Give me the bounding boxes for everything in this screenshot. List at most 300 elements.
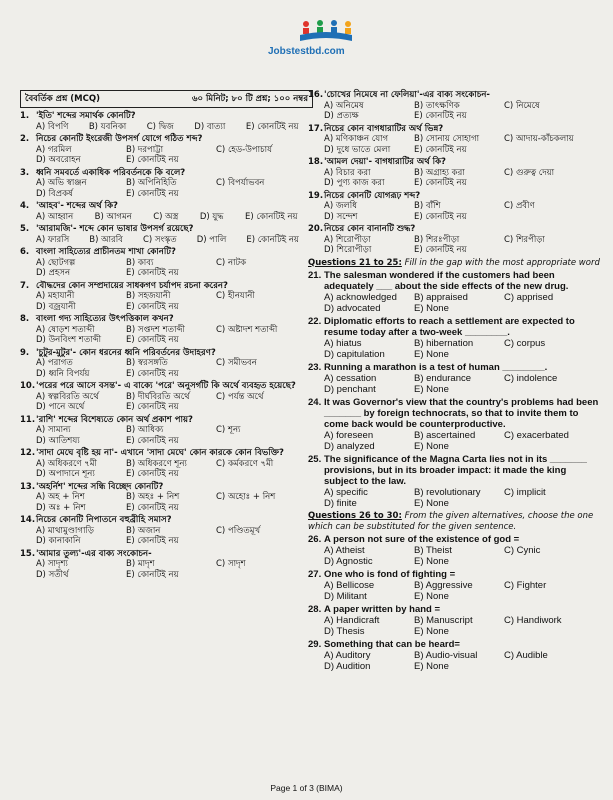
question-number: 27.	[308, 569, 322, 580]
question-number: 9.	[20, 347, 30, 358]
answer-option: D) Agnostic	[324, 556, 373, 567]
question-number: 20.	[308, 224, 324, 234]
answer-option: A) পরাগত	[36, 358, 73, 368]
answer-option: D) পালি	[196, 234, 227, 245]
question	[20, 415, 313, 447]
question-text: Something that can be heard=	[324, 639, 460, 650]
answer-option: E) কোনটিই নয়	[126, 435, 179, 446]
answer-option: D) বজ্রযানী	[36, 301, 76, 312]
answer-option: E) কোনটিই নয়	[244, 211, 298, 222]
answer-option: B) কাব্য	[126, 257, 154, 268]
question-stem	[308, 191, 601, 202]
section-range: Questions 26 to 30:	[308, 511, 402, 521]
answer-option: A) Atheist	[324, 545, 365, 556]
options	[308, 487, 601, 509]
answer-option: D) বিপ্রকর্ষ	[36, 188, 73, 199]
answer-option: E) কোনটিই নয়	[126, 402, 179, 412]
question-stem	[20, 111, 313, 122]
answer-option: C) পণ্ডিতমূর্খ	[216, 525, 261, 536]
question-number: 22.	[308, 316, 322, 327]
answer-option: A) আহ্বান	[36, 211, 74, 222]
answer-option: D) সতীর্থ	[36, 569, 69, 580]
question-number: 11.	[20, 414, 36, 425]
left-column	[20, 90, 313, 582]
answer-option: B) সোনায় সোহাগা	[414, 134, 480, 144]
answer-option: E) কোনটিই নয়	[414, 111, 467, 121]
book-people-logo-icon	[298, 19, 354, 43]
answer-option: B) hibernation	[414, 338, 474, 349]
answer-option: C) হেড-উপাচার্য	[216, 144, 272, 155]
answer-option: B) সপ্তদশ শতাব্দী	[126, 324, 185, 335]
question-stem	[308, 224, 601, 235]
question-text: The significance of the Magna Carta lies not in its _______ provisions, but in its broader impact: it made the king subject to the law.	[324, 454, 587, 487]
question	[308, 454, 601, 509]
answer-option: A) সাদৃশ্য	[36, 559, 68, 569]
answer-option: D) শিরোপীড়া	[324, 245, 372, 255]
answer-option: C) বিপর্যাভবন	[216, 178, 265, 188]
answer-option: E) কোনটিই নয়	[414, 178, 467, 188]
question-number: 12.	[20, 448, 36, 458]
options	[20, 425, 313, 446]
answer-option: C) Cynic	[504, 545, 541, 556]
answer-option: C) দ্বিজ	[146, 121, 174, 132]
question-stem	[20, 448, 313, 459]
answer-option: B) Aggressive	[414, 580, 473, 591]
question-stem	[20, 482, 313, 493]
answer-option: A) specific	[324, 487, 368, 498]
question-stem	[308, 316, 601, 338]
answer-option: C) exacerbated	[504, 430, 569, 441]
exam-meta: ৬০ মিনিট; ৮০ টি প্রশ্ন; ১০০ নম্বর	[191, 94, 308, 104]
question	[20, 111, 313, 132]
question-text: 'অহর্নিশ' শব্দের সন্ধি বিচ্ছেদ কোনটি?	[36, 481, 164, 492]
answer-option: C) কর্মকরণে ৭মী	[216, 458, 274, 469]
question-stem	[308, 604, 601, 615]
answer-option: B) যবনিকা	[88, 121, 127, 132]
answer-option: D) Audition	[324, 661, 371, 672]
question-text: 'চোখের নিমেষে না ফেলিয়া'-এর বাক্য সংকোচন-	[324, 90, 490, 100]
question-text: A paper written by hand =	[324, 604, 441, 615]
answer-option: E) কোনটিই নয়	[414, 211, 467, 222]
answer-option: C) অষ্টাদশ শতাব্দী	[216, 324, 278, 335]
section-title: বৈবর্তিক প্রশ্ন (MCQ)	[25, 94, 100, 104]
answer-option: D) বাত্যা	[194, 121, 226, 132]
answer-option: E) কোনটিই নয়	[126, 268, 179, 278]
answer-option: E) কোনটিই নয়	[126, 368, 179, 379]
question-number: 1.	[20, 111, 30, 121]
answer-option: C) implicit	[504, 487, 546, 498]
answer-option: D) অবরোহন	[36, 155, 81, 165]
question-text: 'সাদা মেঘে বৃষ্টি হয় না'- এখানে 'সাদা মেঘে' কোন কারকে কোন বিভক্তি?	[36, 448, 284, 458]
answer-option: A) শিরোপীড়া	[324, 234, 371, 245]
question-text: বৌদ্ধদের কোন সম্প্রদায়ের সাধকগণ চর্যাপদ রচনা করেন?	[36, 280, 228, 291]
question-number: 17.	[308, 123, 324, 134]
question	[308, 639, 601, 672]
answer-option: B) Audio-visual	[414, 650, 478, 661]
answer-option: A) অধিকরণে ৭মী	[36, 458, 97, 469]
answer-option: C) গুরুত্ব দেয়া	[504, 167, 555, 178]
question	[308, 157, 601, 189]
answer-option: C) সমীভবন	[216, 358, 257, 368]
answer-option: D) capitulation	[324, 349, 385, 360]
answer-option: B) অহঃ + নিশ	[126, 492, 180, 502]
answer-option: C) আদায়-কাঁচকলায়	[504, 134, 574, 144]
question-stem	[20, 134, 313, 145]
answer-option: B) Manuscript	[414, 615, 473, 626]
options	[20, 212, 313, 223]
question-number: 23.	[308, 362, 322, 373]
answer-option: E) None	[414, 661, 449, 672]
answer-option: C) Handiwork	[504, 615, 562, 626]
answer-option: E) কোনটিই নয়	[126, 301, 179, 312]
answer-option: C) সংস্কৃত	[142, 234, 177, 245]
question	[20, 247, 313, 279]
section-instruction-1	[308, 258, 601, 269]
logo-text: Jobstestbd.com	[268, 46, 345, 57]
answer-option: B) আরবি	[89, 234, 123, 245]
options	[308, 650, 601, 672]
answer-option: B) ascertained	[414, 430, 476, 441]
answer-option: E) কোনটিই নয়	[126, 155, 179, 165]
answer-option: D) finite	[324, 498, 357, 509]
answer-option: D) পানে অর্থে	[36, 402, 85, 412]
question	[308, 124, 601, 156]
answer-option: B) অপিনিহিতি	[126, 178, 177, 188]
question-number: 25.	[308, 454, 322, 465]
question	[20, 314, 313, 346]
answer-option: C) শিরপীড়া	[504, 234, 545, 245]
options	[308, 201, 601, 222]
options	[20, 526, 313, 547]
question-number: 4.	[20, 201, 30, 211]
question	[20, 515, 313, 547]
answer-option: D) অঃ + নিশ	[36, 502, 86, 513]
question	[308, 604, 601, 637]
answer-option: E) None	[414, 349, 449, 360]
question-stem	[20, 314, 313, 325]
answer-option: C) Fighter	[504, 580, 547, 591]
answer-option: B) তাৎক্ষণিক	[414, 100, 460, 111]
question-stem	[20, 201, 313, 212]
question	[308, 397, 601, 452]
question-text: Diplomatic efforts to reach a settlement are expected to resume today after a two-week ________.	[324, 316, 575, 338]
question	[20, 448, 313, 480]
question	[20, 224, 313, 245]
options	[308, 168, 601, 189]
question-stem	[308, 397, 601, 430]
question	[20, 168, 313, 200]
answer-option: B) মাদৃশ	[126, 559, 155, 569]
right-column	[308, 90, 601, 674]
question-text: 'আমার তুল্য'-এর বাক্য সংকোচন-	[36, 548, 152, 559]
answer-option: E) None	[414, 591, 449, 602]
question	[308, 191, 601, 223]
question-number: 3.	[20, 167, 30, 178]
answer-option: A) মাথামুণ্ডাগাড়ি	[36, 525, 94, 536]
answer-option: E) কোনটিই নয়	[414, 144, 467, 155]
answer-option: B) সহজযানী	[126, 291, 171, 301]
answer-option: A) ষোড়শ শতাব্দী	[36, 324, 95, 335]
answer-option: A) ফারসি	[36, 234, 70, 245]
question-stem	[308, 534, 601, 545]
question	[20, 482, 313, 514]
options	[20, 358, 313, 379]
answer-option: D) আতিশয্য	[36, 435, 80, 446]
question	[20, 281, 313, 313]
answer-option: E) None	[414, 441, 449, 452]
answer-option: E) None	[414, 303, 449, 314]
question	[308, 316, 601, 360]
answer-option: E) None	[414, 626, 449, 637]
question-number: 6.	[20, 247, 30, 257]
question-stem	[20, 415, 313, 426]
answer-option: C) corpus	[504, 338, 546, 349]
question-text: 'আরামজি'- শব্দে কোন ভাষার উপসর্গ রয়েছে?	[36, 224, 194, 234]
options	[20, 392, 313, 413]
question-number: 16.	[308, 90, 324, 100]
options	[308, 134, 601, 155]
question	[308, 270, 601, 314]
answer-option: B) আগমন	[94, 211, 132, 222]
question-text: বাংলা সাহিত্যের প্রাচীনতম শাখা কোনটি?	[36, 247, 176, 257]
answer-option: B) endurance	[414, 373, 472, 384]
question-text: A person not sure of the existence of god =	[324, 534, 520, 545]
answer-option: E) কোনটিই নয়	[246, 234, 299, 245]
question-text: 'রাশি' শব্দের বিশেষ্যতে কোন অর্থ প্রকাশ পায়?	[36, 414, 193, 425]
question	[20, 348, 313, 380]
question	[308, 569, 601, 602]
question-number: 28.	[308, 604, 322, 615]
answer-option: B) স্বরসঙ্গতি	[126, 358, 168, 368]
question	[308, 224, 601, 256]
question-text: বাংলা গদ্য সাহিত্যের উৎপত্তিকাল কখন?	[36, 314, 174, 324]
answer-option: E) কোনটিই নয়	[126, 502, 179, 513]
answer-option: E) কোনটিই নয়	[126, 569, 179, 580]
answer-option: D) প্রত্যক্ষ	[324, 111, 359, 121]
answer-option: A) সামান্য	[36, 425, 71, 435]
answer-option: B) বাঁশি	[414, 201, 441, 211]
question	[20, 201, 313, 222]
page-footer: Page 1 of 3 (BIMA)	[270, 783, 343, 793]
section-text: From the given alternatives, choose the one which can be substituted for the given sentence.	[308, 511, 594, 532]
options	[20, 291, 313, 312]
answer-option: D) advocated	[324, 303, 381, 314]
answer-option: D) যুদ্ধ	[199, 211, 224, 222]
answer-option: A) Bellicose	[324, 580, 375, 591]
options	[20, 178, 313, 199]
answer-option: D) দুধে ভাতে মেলা	[324, 144, 391, 155]
question-stem	[20, 515, 313, 526]
question-text: It was Governor's view that the country's problems had been _______ by foreign technocrats, so that to invite them to come back would be counterproductive.	[324, 397, 599, 430]
answer-option: B) আধিক্য	[126, 425, 164, 435]
answer-option: A) Handicraft	[324, 615, 380, 626]
answer-option: A) মণিকাঞ্চন যোগ	[324, 134, 389, 144]
question-stem	[20, 247, 313, 258]
answer-option: C) অহোঃ + নিশ	[216, 492, 276, 502]
answer-option: A) অভি স্বাঞ্জন	[36, 178, 87, 188]
answer-option: C) সাদৃশ	[216, 559, 246, 569]
question-number: 10.	[20, 381, 36, 391]
answer-option: A) acknowledged	[324, 292, 397, 303]
question-number: 18.	[308, 157, 324, 167]
answer-option: C) পর্যন্ত অর্থে	[216, 391, 264, 402]
answer-option: A) foreseen	[324, 430, 374, 441]
answer-option: A) স্বল্পবিরতি অর্থে	[36, 391, 99, 402]
question-stem	[20, 381, 313, 392]
answer-option: A) cessation	[324, 373, 377, 384]
question-number: 14.	[20, 515, 36, 525]
options	[20, 559, 313, 580]
answer-option: E) কোনটিই নয়	[126, 469, 179, 479]
answer-option: B) দীর্ঘবিরতি অর্থে	[126, 391, 190, 402]
answer-option: A) hiatus	[324, 338, 362, 349]
question-text: 'চুটুর-মুটুর'- কোন ধরনের ধ্বনি পরিবর্তনের উদাহরণ?	[36, 347, 216, 358]
options	[308, 101, 601, 122]
answer-option: E) None	[414, 498, 449, 509]
section-instruction-2	[308, 511, 601, 532]
answer-option: D) Thesis	[324, 626, 365, 637]
answer-option: A) Auditory	[324, 650, 371, 661]
question-text: 'আমল দেয়া'- বাগধারাটির অর্থ কি?	[324, 157, 446, 167]
answer-option: C) apprised	[504, 292, 554, 303]
answer-option: E) কোনটিই নয়	[126, 536, 179, 546]
question-text: নিচের কোন বাগধারাটির অর্থ ভিন্ন?	[324, 123, 444, 134]
answer-option: D) কানাকানি	[36, 536, 81, 546]
answer-option: C) indolence	[504, 373, 558, 384]
options	[308, 292, 601, 314]
answer-option: B) appraised	[414, 292, 468, 303]
question-text: ধ্বনি সমবর্তে একাধিক পরিবর্তনকে কি বলে?	[36, 167, 186, 178]
answer-option: B) Theist	[414, 545, 452, 556]
question-stem	[308, 90, 601, 101]
question-text: The salesman wondered if the customers had been adequately ___ about the side effects of the new drug.	[324, 270, 569, 292]
question-stem	[308, 124, 601, 135]
question	[308, 362, 601, 395]
answer-option: C) হীনযানী	[216, 291, 255, 301]
options	[308, 338, 601, 360]
question-stem	[20, 168, 313, 179]
answer-option: B) শিরঃপীড়া	[414, 234, 460, 245]
section-header	[20, 90, 313, 108]
options	[20, 325, 313, 346]
question-number: 15.	[20, 548, 36, 559]
answer-option: D) পুণ্য কাজ করা	[324, 178, 385, 188]
question-text: 'আহব'- শব্দের অর্থ কি?	[36, 201, 118, 211]
answer-option: D) analyzed	[324, 441, 375, 452]
answer-option: C) নাটক	[216, 257, 247, 268]
question	[308, 534, 601, 567]
question-number: 26.	[308, 534, 322, 545]
question-text: নিচের কোনটি যোগরূঢ় শব্দ?	[324, 190, 421, 201]
answer-option: A) গরমিল	[36, 144, 72, 155]
question-number: 7.	[20, 280, 30, 291]
question-stem	[20, 348, 313, 359]
answer-option: D) সন্দেশ	[324, 211, 358, 222]
question-number: 21.	[308, 270, 322, 281]
question-stem	[308, 157, 601, 168]
question-text: নিচের কোনটি নিপাতনে বহুব্রীহি সমাস?	[36, 515, 172, 525]
question	[308, 90, 601, 122]
answer-option: E) কোনটিই নয়	[126, 335, 179, 345]
options	[308, 235, 601, 256]
question-text: নিচের কোনটি ইংরেজী উপসর্গ যোগে গঠিত শব্দ?	[36, 134, 203, 144]
answer-option: B) revolutionary	[414, 487, 481, 498]
question-number: 13.	[20, 481, 36, 492]
answer-option: B) দরপাট্টা	[126, 144, 164, 155]
question-stem	[20, 224, 313, 235]
answer-option: D) ধ্বনি বিপর্যয়	[36, 368, 90, 379]
options	[308, 373, 601, 395]
answer-option: C) Audible	[504, 650, 548, 661]
options	[20, 258, 313, 279]
answer-option: C) শূন্য	[216, 425, 241, 435]
answer-option: E) কোনটিই নয়	[414, 245, 467, 255]
answer-option: A) মহাযানী	[36, 291, 75, 301]
answer-option: A) বিপণি	[36, 121, 69, 132]
answer-option: B) অগ্রাহ্য করা	[414, 167, 465, 178]
question-text: One who is fond of fighting =	[324, 569, 456, 580]
answer-option: E) কোনটিই নয়	[245, 121, 299, 132]
question-stem	[308, 639, 601, 650]
answer-option: C) অস্ত্র	[153, 211, 179, 222]
options	[308, 430, 601, 452]
answer-option: E) None	[414, 556, 449, 567]
question	[20, 381, 313, 413]
question-stem	[20, 281, 313, 292]
section-range: Questions 21 to 25:	[308, 257, 402, 268]
question-stem	[308, 362, 601, 373]
answer-option: D) উনবিংশ শতাব্দী	[36, 335, 102, 345]
question	[20, 134, 313, 166]
question-stem	[308, 454, 601, 487]
options	[308, 545, 601, 567]
options	[20, 145, 313, 166]
question-stem	[308, 270, 601, 292]
answer-option: A) বিচার করা	[324, 167, 371, 178]
question-number: 2.	[20, 134, 30, 144]
answer-option: C) প্রবীণ	[504, 201, 535, 211]
question-number: 29.	[308, 639, 322, 650]
answer-option: E) কোনটিই নয়	[126, 188, 179, 199]
answer-option: D) penchant	[324, 384, 376, 395]
options	[20, 492, 313, 513]
question-number: 5.	[20, 224, 30, 234]
question-number: 24.	[308, 397, 322, 408]
answer-option: A) ছোটগল্প	[36, 257, 76, 268]
question-text: 'ইতি' শব্দের সমার্থক কোনটি?	[36, 111, 136, 121]
answer-option: A) অনিমেষ	[324, 100, 364, 111]
options	[20, 459, 313, 480]
question-stem	[308, 569, 601, 580]
question-text: 'পরের পরে আসে বসন্ত'- এ বাক্যে 'পরে' অনুসর্গটি কি অর্থে ব্যবহৃত হয়েছে?	[36, 381, 296, 391]
answer-option: D) প্রহসন	[36, 268, 71, 278]
answer-option: D) অপাদানে শূন্য	[36, 469, 95, 479]
question-number: 19.	[308, 190, 324, 201]
options	[20, 235, 313, 246]
question-stem	[20, 549, 313, 560]
answer-option: E) None	[414, 384, 449, 395]
answer-option: A) জলধি	[324, 201, 357, 211]
options	[308, 580, 601, 602]
answer-option: B) অধিকরণে শূন্য	[126, 458, 187, 469]
answer-option: C) নিমেষে	[504, 100, 540, 111]
site-logo	[268, 16, 360, 62]
section-text: Fill in the gap with the most appropriate word	[404, 257, 600, 268]
answer-option: D) Militant	[324, 591, 367, 602]
question-text: নিচের কোন বানানটি শুদ্ধ?	[324, 224, 416, 234]
options	[20, 122, 313, 133]
question-text: Running a marathon is a test of human ________.	[324, 362, 548, 373]
